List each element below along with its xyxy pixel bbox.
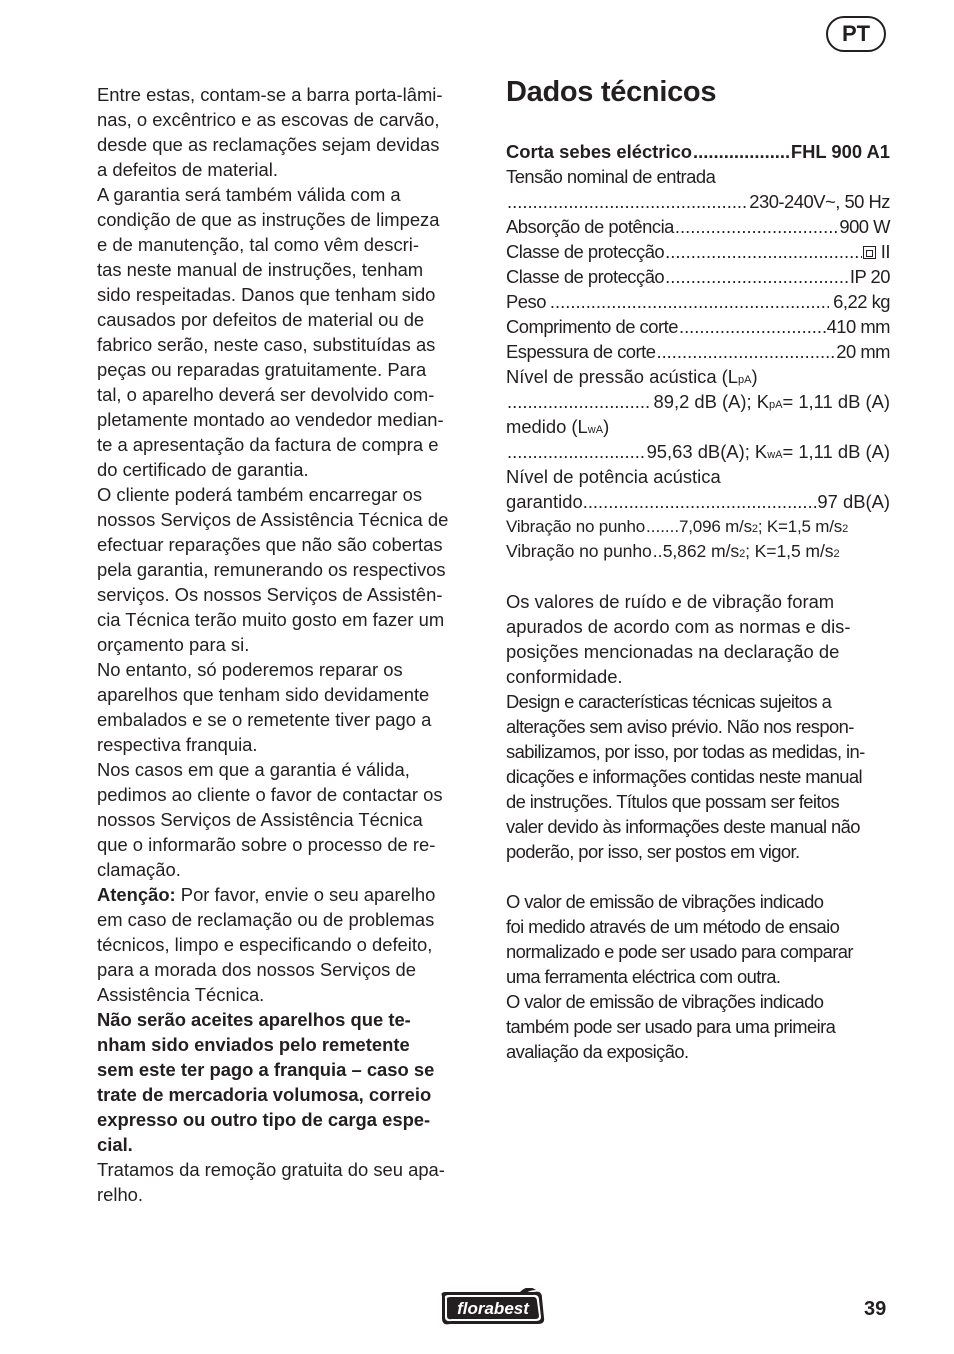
text-line: pletamente montado ao vendedor median- — [97, 409, 444, 430]
spec-row-guaranteed — [506, 489, 890, 514]
text-line: conformidade. — [506, 666, 623, 687]
spec-value: 6,22 kg — [833, 291, 890, 312]
spec-label: Absorção de potência — [506, 216, 674, 237]
spec-value: 95,63 dB(A); K — [646, 441, 768, 462]
spec-label: Espessura de corte — [506, 341, 656, 362]
spec-value: 5,862 m/s — [662, 541, 740, 561]
text-line: Design e características técnicas sujeitos a — [506, 691, 832, 712]
spec-value: ; K=1,5 m/s — [745, 541, 834, 561]
spec-value: 7,096 m/s — [679, 517, 752, 536]
spec-label: ) — [603, 416, 610, 437]
text-line: orçamento para si. — [97, 634, 250, 655]
text-line: nham sido enviados pelo remetente — [97, 1034, 410, 1055]
text-line: normalizado e pode ser usado para comparar — [506, 941, 853, 962]
spec-row-power — [506, 214, 890, 239]
text-line: sem este ter pago a franquia – caso se — [97, 1059, 435, 1080]
text-line: fabrico serão, neste caso, substituídas as — [97, 334, 436, 355]
spec-row-ip — [506, 264, 890, 289]
paragraph-packaging — [97, 657, 481, 757]
text-line: tal, o aparelho deverá ser devolvido com- — [97, 384, 435, 405]
text-line: A garantia será também válida com a — [97, 184, 401, 205]
text-line: técnicos, limpo e especificando o defeito, — [97, 934, 433, 955]
attention-text: Por favor, envie o seu aparelho — [175, 884, 436, 905]
paragraph-contact — [97, 757, 481, 882]
text-line: que o informarão sobre o processo de re- — [97, 834, 436, 855]
text-line: expresso ou outro tipo de carga espe- — [97, 1109, 431, 1130]
paragraph-design-note — [506, 689, 890, 864]
text-line: Tratamos da remoção gratuita do seu apa- — [97, 1159, 445, 1180]
text-line: alterações sem aviso prévio. Não nos respon- — [506, 716, 854, 737]
text-line: No entanto, só poderemos reparar os — [97, 659, 403, 680]
spec-label: Peso — [506, 291, 546, 312]
text-line: posições mencionadas na declaração de — [506, 641, 840, 662]
spec-label: ) — [751, 366, 758, 387]
dot-leader — [583, 489, 818, 514]
text-line: cia Técnica terão muito gosto em fazer um — [97, 609, 445, 630]
text-line: Entre estas, contam-se a barra porta-lâmi- — [97, 84, 443, 105]
text-line: te a apresentação da factura de compra e — [97, 434, 439, 455]
dot-leader — [679, 314, 826, 339]
text-line: embalados e se o remetente tiver pago a — [97, 709, 432, 730]
spec-row-pwl-label — [506, 464, 890, 489]
dot-leader — [665, 239, 862, 264]
paragraph-paid-repairs — [97, 482, 481, 657]
text-line: cial. — [97, 1134, 133, 1155]
paragraph-vibration-emission — [506, 889, 890, 1064]
florabest-logo — [438, 1288, 548, 1328]
right-column — [506, 72, 890, 1064]
paragraph-attention — [97, 882, 481, 1007]
paragraph-warranty-conditions — [97, 182, 481, 482]
attention-label: Atenção: — [97, 884, 176, 905]
spec-label: Classe de protecção — [506, 266, 665, 287]
text-line: Não serão aceites aparelhos que te- — [97, 1009, 411, 1030]
spec-row-cut-thickness — [506, 339, 890, 364]
spec-row-vibration-2: Vibração no punho ..... 5,862 m/s 2 ; K=1,5 m/s 2 — [506, 539, 890, 564]
paragraph-bold-warning — [97, 1007, 481, 1157]
spec-row-vibration-1: Vibração no punho ..... 7,096 m/s 2 ; K=1,5 m/s 2 — [506, 514, 890, 539]
text-line: O valor de emissão de vibrações indicado — [506, 891, 824, 912]
spec-row-measured: ..... 95,63 dB(A); K wA = 1,11 dB (A) — [506, 439, 890, 464]
spec-value: ; K=1,5 m/s — [757, 517, 843, 536]
spec-value: 97 dB(A) — [817, 491, 890, 512]
spec-value: = 1,11 dB (A) — [782, 391, 890, 412]
spec-value: = 1,11 dB (A) — [782, 441, 890, 462]
spec-row-spl: ..... 89,2 dB (A); K pA = 1,11 dB (A) — [506, 389, 890, 414]
spec-value: 89,2 dB (A); K — [653, 391, 770, 412]
text-line: poderão, por isso, ser postos em vigor. — [506, 841, 800, 862]
spec-row-voltage-label — [506, 164, 890, 189]
text-line: efectuar reparações que não são cobertas — [97, 534, 443, 555]
text-line: valer devido às informações deste manual não — [506, 816, 860, 837]
double-insulation-icon — [863, 246, 876, 259]
spec-value: II — [880, 241, 890, 262]
spec-row-cut-length — [506, 314, 890, 339]
dot-leader — [646, 514, 678, 539]
text-line: serviços. Os nossos Serviços de Assistên- — [97, 584, 443, 605]
text-line — [97, 882, 481, 907]
spec-label: Comprimento de corte — [506, 316, 678, 337]
text-line: condição de que as instruções de limpeza — [97, 209, 440, 230]
text-line: tas neste manual de instruções, tenham — [97, 259, 424, 280]
text-line: respectiva franquia. — [97, 734, 258, 755]
text-line: causados por defeitos de material ou de — [97, 309, 425, 330]
spec-value: IP 20 — [849, 266, 890, 287]
text-line: relho. — [97, 1184, 144, 1205]
dot-leader — [507, 189, 748, 214]
spec-value: 230-240V~, 50 Hz — [749, 191, 890, 212]
spec-label: garantido — [506, 491, 583, 512]
logo-text: florabest — [457, 1299, 529, 1318]
dot-leader — [665, 264, 849, 289]
text-line: uma ferramenta eléctrica com outra. — [506, 966, 781, 987]
dot-leader — [656, 339, 835, 364]
text-line: O cliente poderá também encarregar os — [97, 484, 423, 505]
spec-label: medido (L — [506, 416, 588, 437]
text-line: nossos Serviços de Assistência Técnica de — [97, 509, 449, 530]
text-line: a defeitos de material. — [97, 159, 278, 180]
text-line: O valor de emissão de vibrações indicado — [506, 991, 824, 1012]
text-line: clamação. — [97, 859, 181, 880]
spec-row-voltage — [506, 189, 890, 214]
dot-leader — [693, 139, 790, 164]
text-line: de instruções. Títulos que possam ser feitos — [506, 791, 840, 812]
left-column — [97, 82, 481, 1207]
spec-label: Vibração no punho — [506, 541, 652, 561]
spec-value: 20 mm — [836, 341, 890, 362]
text-line: apurados de acordo com as normas e dis- — [506, 616, 851, 637]
text-line: sabilizamos, por isso, por todas as medidas, in- — [506, 741, 865, 762]
spec-value: FHL 900 A1 — [790, 141, 890, 162]
dot-leader — [507, 389, 650, 414]
dot-leader — [550, 289, 829, 314]
spec-label: Tensão nominal de entrada — [506, 166, 716, 187]
spec-row-weight — [506, 289, 890, 314]
spec-label: Corta sebes eléctrico — [506, 141, 693, 162]
text-line: desde que as reclamações sejam devidas — [97, 134, 440, 155]
text-line: foi medido através de um método de ensaio — [506, 916, 840, 937]
text-line: e de manutenção, tal como vêm descri- — [97, 234, 419, 255]
text-line: do certificado de garantia. — [97, 459, 309, 480]
text-line: peças ou reparadas gratuitamente. Para — [97, 359, 427, 380]
paragraph-removal — [97, 1157, 481, 1207]
text-line: pela garantia, remunerando os respectivos — [97, 559, 446, 580]
language-badge: PT — [826, 16, 886, 52]
spec-label: Nível de potência acústica — [506, 466, 721, 487]
text-line: para a morada dos nossos Serviços de — [97, 959, 416, 980]
spec-row-protection-class — [506, 239, 890, 264]
dot-leader — [675, 214, 838, 239]
spec-label: Nível de pressão acústica (L — [506, 366, 739, 387]
text-line: Assistência Técnica. — [97, 984, 265, 1005]
text-line: Os valores de ruído e de vibração foram — [506, 591, 835, 612]
text-line: nas, o excêntrico e as escovas de carvão, — [97, 109, 440, 130]
text-line: nossos Serviços de Assistência Técnica — [97, 809, 423, 830]
spec-label: Classe de protecção — [506, 241, 665, 262]
text-line: dicações e informações contidas neste manual — [506, 766, 862, 787]
text-line: trate de mercadoria volumosa, correio — [97, 1084, 432, 1105]
spec-row-measured-label: medido (L wA ) — [506, 416, 610, 437]
text-line: Nos casos em que a garantia é válida, — [97, 759, 410, 780]
dot-leader — [507, 439, 646, 464]
paragraph-warranty-parts — [97, 82, 481, 182]
spec-row-spl-label: Nível de pressão acústica (L pA ) — [506, 366, 758, 387]
spec-row-product — [506, 139, 890, 164]
section-heading: Dados técnicos — [506, 76, 717, 108]
text-line: pedimos ao cliente o favor de contactar os — [97, 784, 443, 805]
page-number: 39 — [864, 1298, 887, 1320]
text-line: também pode ser usado para uma primeira — [506, 1016, 836, 1037]
text-line: em caso de reclamação ou de problemas — [97, 909, 435, 930]
spec-label: Vibração no punho — [506, 517, 646, 536]
spec-value: 900 W — [839, 216, 890, 237]
paragraph-noise-vibration-note — [506, 589, 890, 689]
text-line: aparelhos que tenham sido devidamente — [97, 684, 430, 705]
text-line: avaliação da exposição. — [506, 1041, 689, 1062]
spec-value: 410 mm — [826, 316, 890, 337]
text-line: sido respeitadas. Danos que tenham sido — [97, 284, 436, 305]
dot-leader — [653, 539, 662, 564]
